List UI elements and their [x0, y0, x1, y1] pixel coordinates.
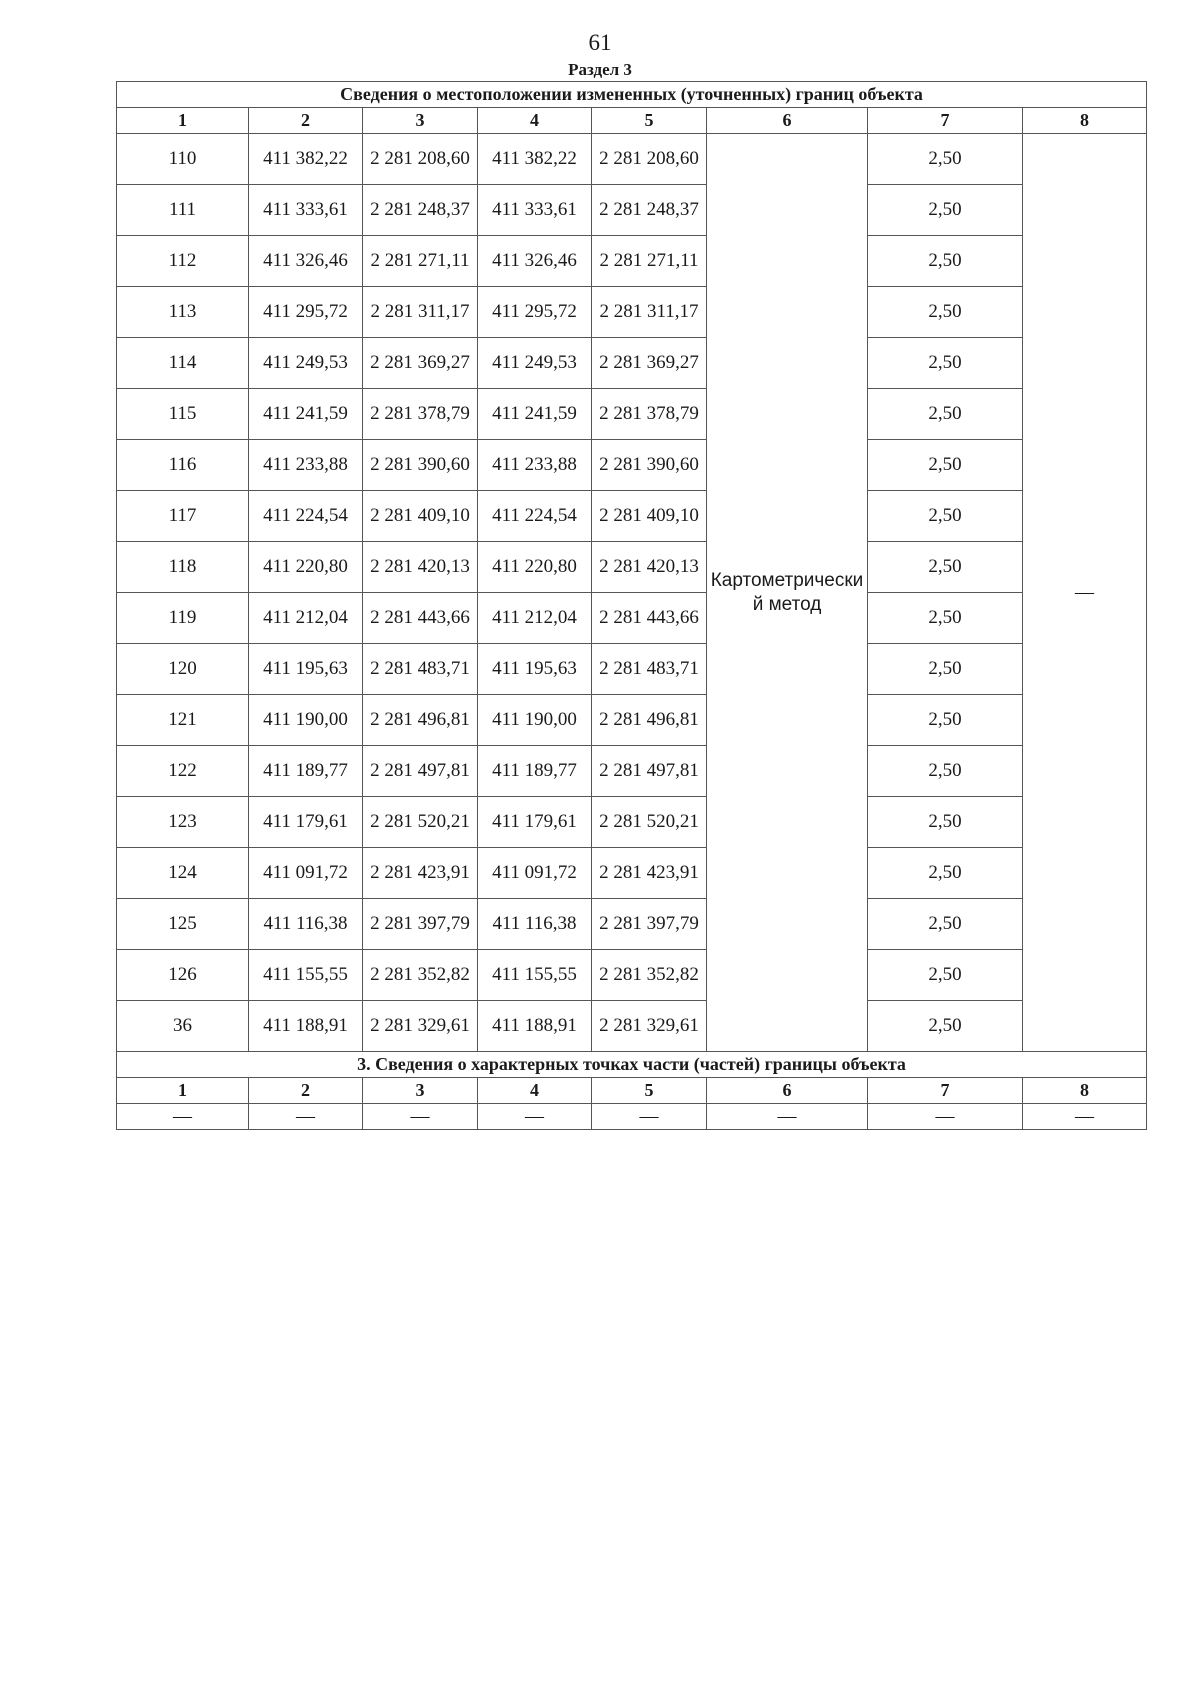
x-new-cell: 411 224,54	[478, 491, 592, 542]
column-number: 8	[1023, 1078, 1147, 1104]
dash-cell: —	[1023, 1104, 1147, 1130]
accuracy-cell: 2,50	[868, 440, 1023, 491]
table-row	[117, 899, 1147, 950]
point-number-cell: 36	[117, 1001, 249, 1052]
point-number-cell: 126	[117, 950, 249, 1001]
point-number-cell: 111	[117, 185, 249, 236]
table-caption-row	[117, 82, 1147, 108]
y-old-cell: 2 281 423,91	[363, 848, 478, 899]
boundary-table	[116, 81, 1147, 1130]
y-new-cell: 2 281 352,82	[592, 950, 707, 1001]
y-old-cell: 2 281 409,10	[363, 491, 478, 542]
x-old-cell: 411 195,63	[249, 644, 363, 695]
accuracy-cell: 2,50	[868, 644, 1023, 695]
accuracy-cell: 2,50	[868, 899, 1023, 950]
table-row	[117, 848, 1147, 899]
accuracy-cell: 2,50	[868, 848, 1023, 899]
table-caption: 3. Сведения о характерных точках части (частей) границы объекта	[117, 1052, 1147, 1078]
y-new-cell: 2 281 443,66	[592, 593, 707, 644]
y-new-cell: 2 281 208,60	[592, 134, 707, 185]
table-row	[117, 440, 1147, 491]
table-row	[117, 287, 1147, 338]
table-row	[117, 338, 1147, 389]
column-number: 2	[249, 108, 363, 134]
accuracy-cell: 2,50	[868, 491, 1023, 542]
x-old-cell: 411 188,91	[249, 1001, 363, 1052]
y-new-cell: 2 281 378,79	[592, 389, 707, 440]
accuracy-cell: 2,50	[868, 338, 1023, 389]
table-row	[117, 1001, 1147, 1052]
point-number-cell: 122	[117, 746, 249, 797]
x-new-cell: 411 116,38	[478, 899, 592, 950]
x-new-cell: 411 091,72	[478, 848, 592, 899]
x-new-cell: 411 249,53	[478, 338, 592, 389]
x-old-cell: 411 155,55	[249, 950, 363, 1001]
x-old-cell: 411 295,72	[249, 287, 363, 338]
y-old-cell: 2 281 208,60	[363, 134, 478, 185]
table-row	[117, 797, 1147, 848]
x-old-cell: 411 091,72	[249, 848, 363, 899]
x-new-cell: 411 326,46	[478, 236, 592, 287]
table-caption: Сведения о местоположении измененных (уточненных) границ объекта	[117, 82, 1147, 108]
y-new-cell: 2 281 520,21	[592, 797, 707, 848]
point-number-cell: 117	[117, 491, 249, 542]
point-number-cell: 124	[117, 848, 249, 899]
x-old-cell: 411 249,53	[249, 338, 363, 389]
y-old-cell: 2 281 420,13	[363, 542, 478, 593]
y-old-cell: 2 281 497,81	[363, 746, 478, 797]
table-row	[117, 491, 1147, 542]
point-number-cell: 113	[117, 287, 249, 338]
column-number: 4	[478, 1078, 592, 1104]
point-number-cell: 121	[117, 695, 249, 746]
y-new-cell: 2 281 497,81	[592, 746, 707, 797]
accuracy-cell: 2,50	[868, 134, 1023, 185]
y-old-cell: 2 281 248,37	[363, 185, 478, 236]
x-new-cell: 411 179,61	[478, 797, 592, 848]
x-old-cell: 411 382,22	[249, 134, 363, 185]
col8-cell: —	[1023, 134, 1147, 1052]
accuracy-cell: 2,50	[868, 797, 1023, 848]
x-new-cell: 411 189,77	[478, 746, 592, 797]
x-new-cell: 411 241,59	[478, 389, 592, 440]
y-new-cell: 2 281 483,71	[592, 644, 707, 695]
accuracy-cell: 2,50	[868, 695, 1023, 746]
y-new-cell: 2 281 369,27	[592, 338, 707, 389]
y-new-cell: 2 281 311,17	[592, 287, 707, 338]
point-number-cell: 112	[117, 236, 249, 287]
y-new-cell: 2 281 397,79	[592, 899, 707, 950]
x-new-cell: 411 382,22	[478, 134, 592, 185]
accuracy-cell: 2,50	[868, 389, 1023, 440]
x-old-cell: 411 220,80	[249, 542, 363, 593]
column-number: 1	[117, 1078, 249, 1104]
y-new-cell: 2 281 390,60	[592, 440, 707, 491]
table-row	[117, 542, 1147, 593]
table-row	[117, 593, 1147, 644]
point-number-cell: 118	[117, 542, 249, 593]
point-number-cell: 119	[117, 593, 249, 644]
accuracy-cell: 2,50	[868, 1001, 1023, 1052]
x-new-cell: 411 212,04	[478, 593, 592, 644]
column-number: 4	[478, 108, 592, 134]
column-number: 3	[363, 108, 478, 134]
x-old-cell: 411 326,46	[249, 236, 363, 287]
x-new-cell: 411 195,63	[478, 644, 592, 695]
dash-cell: —	[117, 1104, 249, 1130]
column-number: 6	[707, 1078, 868, 1104]
y-old-cell: 2 281 378,79	[363, 389, 478, 440]
dash-cell: —	[707, 1104, 868, 1130]
x-old-cell: 411 224,54	[249, 491, 363, 542]
x-new-cell: 411 190,00	[478, 695, 592, 746]
table-row	[117, 644, 1147, 695]
accuracy-cell: 2,50	[868, 236, 1023, 287]
column-number: 1	[117, 108, 249, 134]
point-number-cell: 114	[117, 338, 249, 389]
x-new-cell: 411 220,80	[478, 542, 592, 593]
x-old-cell: 411 116,38	[249, 899, 363, 950]
y-new-cell: 2 281 271,11	[592, 236, 707, 287]
table-row	[117, 389, 1147, 440]
column-number-row	[117, 1078, 1147, 1104]
table-caption-row	[117, 1052, 1147, 1078]
column-number: 6	[707, 108, 868, 134]
x-old-cell: 411 333,61	[249, 185, 363, 236]
point-number-cell: 123	[117, 797, 249, 848]
point-number-cell: 115	[117, 389, 249, 440]
page-number: 61	[588, 30, 612, 55]
dash-cell: —	[868, 1104, 1023, 1130]
table-row	[117, 746, 1147, 797]
table-row	[117, 185, 1147, 236]
table-row	[117, 950, 1147, 1001]
column-number: 7	[868, 108, 1023, 134]
point-number-cell: 120	[117, 644, 249, 695]
dash-cell: —	[592, 1104, 707, 1130]
accuracy-cell: 2,50	[868, 950, 1023, 1001]
dash-cell: —	[363, 1104, 478, 1130]
column-number: 2	[249, 1078, 363, 1104]
x-old-cell: 411 233,88	[249, 440, 363, 491]
y-old-cell: 2 281 311,17	[363, 287, 478, 338]
method-cell: Картометрический метод	[707, 134, 868, 1052]
accuracy-cell: 2,50	[868, 542, 1023, 593]
accuracy-cell: 2,50	[868, 746, 1023, 797]
table-row	[117, 1104, 1147, 1130]
y-old-cell: 2 281 369,27	[363, 338, 478, 389]
accuracy-cell: 2,50	[868, 185, 1023, 236]
accuracy-cell: 2,50	[868, 287, 1023, 338]
x-new-cell: 411 188,91	[478, 1001, 592, 1052]
y-old-cell: 2 281 329,61	[363, 1001, 478, 1052]
column-number: 3	[363, 1078, 478, 1104]
column-number: 5	[592, 1078, 707, 1104]
table-row	[117, 695, 1147, 746]
y-old-cell: 2 281 390,60	[363, 440, 478, 491]
x-old-cell: 411 190,00	[249, 695, 363, 746]
accuracy-cell: 2,50	[868, 593, 1023, 644]
dash-cell: —	[249, 1104, 363, 1130]
section-title: Раздел 3	[568, 60, 632, 79]
y-old-cell: 2 281 443,66	[363, 593, 478, 644]
x-new-cell: 411 233,88	[478, 440, 592, 491]
y-new-cell: 2 281 423,91	[592, 848, 707, 899]
x-new-cell: 411 333,61	[478, 185, 592, 236]
table-row	[117, 236, 1147, 287]
table-row	[117, 134, 1147, 185]
column-number: 5	[592, 108, 707, 134]
y-new-cell: 2 281 496,81	[592, 695, 707, 746]
point-number-cell: 110	[117, 134, 249, 185]
column-number-row	[117, 108, 1147, 134]
y-old-cell: 2 281 520,21	[363, 797, 478, 848]
x-new-cell: 411 295,72	[478, 287, 592, 338]
dash-cell: —	[478, 1104, 592, 1130]
x-old-cell: 411 179,61	[249, 797, 363, 848]
y-new-cell: 2 281 420,13	[592, 542, 707, 593]
point-number-cell: 116	[117, 440, 249, 491]
y-old-cell: 2 281 397,79	[363, 899, 478, 950]
x-old-cell: 411 241,59	[249, 389, 363, 440]
x-old-cell: 411 212,04	[249, 593, 363, 644]
y-old-cell: 2 281 483,71	[363, 644, 478, 695]
y-old-cell: 2 281 496,81	[363, 695, 478, 746]
y-new-cell: 2 281 248,37	[592, 185, 707, 236]
point-number-cell: 125	[117, 899, 249, 950]
column-number: 7	[868, 1078, 1023, 1104]
y-old-cell: 2 281 271,11	[363, 236, 478, 287]
column-number: 8	[1023, 108, 1147, 134]
y-new-cell: 2 281 409,10	[592, 491, 707, 542]
x-new-cell: 411 155,55	[478, 950, 592, 1001]
y-new-cell: 2 281 329,61	[592, 1001, 707, 1052]
y-old-cell: 2 281 352,82	[363, 950, 478, 1001]
x-old-cell: 411 189,77	[249, 746, 363, 797]
